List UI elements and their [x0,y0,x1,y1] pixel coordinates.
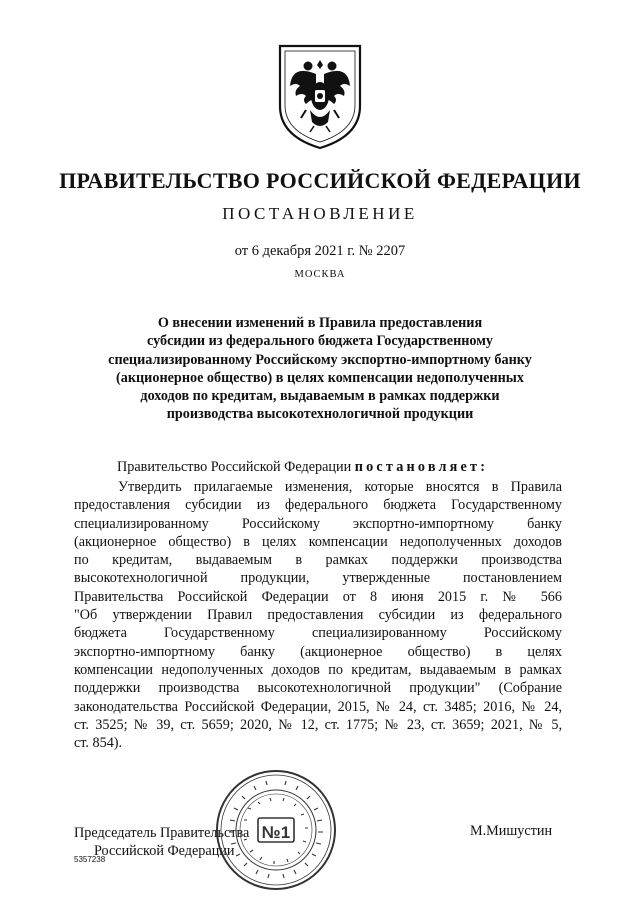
document-heading [100,314,540,424]
body-line: экспортно-импортному банку (акционерное общество) в целях [74,643,562,660]
heading-line: специализированному Российскому экспортно-импортному банку [108,351,532,368]
signer-name: М.Мишустин [470,823,553,839]
russian-coat-of-arms-icon [272,40,368,152]
seal-number: №1 [261,823,291,842]
heading-line: (акционерное общество) в целях компенсации недополученных [116,369,524,386]
signer-title-line-1: Председатель Правительства [74,825,250,841]
body-line: ст. 3525; № 39, ст. 5659; 2020, № 12, ст. 1775; № 23, ст. 3659; 2021, № 5, [74,716,562,733]
body-line: высокотехнологичной продукции, утвержденные постановлением [74,570,562,587]
official-seal-icon [214,768,338,892]
preamble [117,459,488,476]
body-line: Правительства Российской Федерации от 8 июня 2015 г. № 566 [74,588,562,605]
heading-line: субсидии из федерального бюджета Государственному [146,333,494,350]
body-line: ст. 854). [74,735,123,752]
body-line: по кредитам, выдаваемым в рамках поддержки производства [74,552,562,569]
body-line: компенсации недополученных доходов по кредитам, выдаваемым в рамках [74,661,562,678]
heading-line: производства высокотехнологичной продукции [166,406,474,423]
body-line: бюджета Государственному специализированному Российскому [74,625,562,642]
preamble-text: Правительство Российской Федерации [117,459,355,475]
document-date-number: от 6 декабря 2021 г. № 2207 [234,243,406,259]
preamble-emphasis: постановляет: [354,459,489,475]
government-title: ПРАВИТЕЛЬСТВО РОССИЙСКОЙ ФЕДЕРАЦИИ [59,168,581,193]
body-line: предоставления субсидии из федерального бюджета Государственному [74,497,562,514]
body-line: специализированному Российскому экспортно-импортному банку [74,515,562,532]
document-code: 5357238 [74,855,106,864]
document-city: МОСКВА [294,269,346,280]
document-type: ПОСТАНОВЛЕНИЕ [222,204,418,223]
heading-line: О внесении изменений в Правила предоставления [157,315,483,331]
signer-title-line-2: Российской Федерации [94,843,235,859]
body-line: Утвердить прилагаемые изменения, которые вносятся в Правила [118,479,562,495]
body-line: (акционерное общество) в целях компенсации недополученных доходов [74,533,562,550]
body-line: "Об утверждении Правил предоставления субсидии из федерального [74,607,562,624]
body-line: поддержки производства высокотехнологичной продукции" (Собрание [74,680,562,697]
body-line: законодательства Российской Федерации, 2015, № 24, ст. 3485; 2016, № 24, [74,698,562,715]
body-paragraph [74,478,562,752]
heading-line: доходов по кредитам, выдаваемым в рамках поддержки [140,388,500,405]
